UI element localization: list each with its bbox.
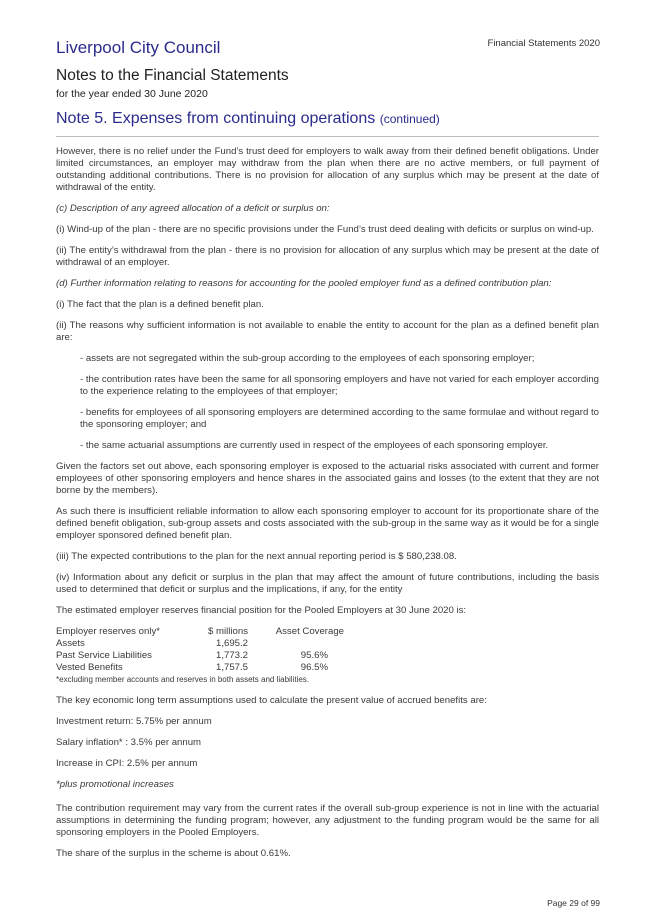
section-c-item-i: (i) Wind-up of the plan - there are no specific provisions under the Fund’s trust deed dealing with deficits or surplus on wind-up. xyxy=(56,224,594,235)
note-body xyxy=(56,146,599,869)
table-cell: 95.6% xyxy=(300,650,328,661)
document-subtitle: for the year ended 30 June 2020 xyxy=(56,88,208,100)
table-cell: Assets xyxy=(56,638,85,649)
paragraph-insufficient-info: As such there is insufficient reliable information to allow each sponsoring employer to account for its proportionate share of the defined benefit obligation, sub-group assets and costs associated with the sub-group in the same way as it would be for a single employer sponsored defined benefit plan. xyxy=(56,506,599,541)
document-label: Financial Statements 2020 xyxy=(487,38,600,49)
list-item: - assets are not segregated within the sub-group according to the employees of each sponsoring employer; xyxy=(80,353,535,364)
column-header: $ millions xyxy=(208,626,248,637)
paragraph-surplus-share: The share of the surplus in the scheme is about 0.61%. xyxy=(56,848,291,859)
paragraph-estimated-position: The estimated employer reserves financial position for the Pooled Employers at 30 June 2020 is: xyxy=(56,605,467,616)
assumption-line: Salary inflation* : 3.5% per annum xyxy=(56,737,202,748)
table-header-row xyxy=(56,626,599,638)
column-header: Asset Coverage xyxy=(275,626,344,637)
column-header: Employer reserves only* xyxy=(56,626,160,637)
table-cell: 1,695.2 xyxy=(215,638,248,649)
table-row xyxy=(56,650,599,662)
list-item: - benefits for employees of all sponsoring employers are determined according to the same formulae and without regard to the sponsoring employer; and xyxy=(80,407,599,430)
table-row xyxy=(56,662,599,674)
table-cell: 1,773.2 xyxy=(215,650,248,661)
section-d-item-ii: (ii) The reasons why sufficient information is not available to enable the entity to account for the plan as a defined benefit plan are: xyxy=(56,320,599,343)
assumption-line: Increase in CPI: 2.5% per annum xyxy=(56,758,198,769)
section-d-heading: (d) Further information relating to reasons for accounting for the pooled employer fund as a defined contribution plan: xyxy=(56,278,552,289)
header-divider xyxy=(56,136,599,137)
section-c-heading: (c) Description of any agreed allocation of a deficit or surplus on: xyxy=(56,203,330,214)
assumptions-intro: The key economic long term assumptions used to calculate the present value of accrued benefits are: xyxy=(56,695,487,706)
table-footnote: *excluding member accounts and reserves in both assets and liabilities. xyxy=(56,675,310,684)
list-item: - the same actuarial assumptions are currently used in respect of the employees of each sponsoring employer. xyxy=(80,440,549,451)
section-d-item-i: (i) The fact that the plan is a defined benefit plan. xyxy=(56,299,264,310)
table-cell: Vested Benefits xyxy=(56,662,123,673)
reserves-table xyxy=(56,626,599,674)
table-row xyxy=(56,638,599,650)
section-d-item-iv: (iv) Information about any deficit or surplus in the plan that may affect the amount of future contributions, including the basis used to determined that deficit or surplus and the implications, if any, for the entity xyxy=(56,572,599,595)
note-continued-label: (continued) xyxy=(379,112,440,126)
paragraph-contribution-requirement: The contribution requirement may vary from the current rates if the overall sub-group experience is not in line with the actuarial assumptions in determining the funding program; however, any adjustment to the funding program would be the same for all sponsoring employers in the Pooled Employers. xyxy=(56,803,599,838)
document-title: Notes to the Financial Statements xyxy=(56,67,289,84)
section-c-item-ii: (ii) The entity’s withdrawal from the plan - there is no provision for allocation of any surplus which may be present at the date of withdrawal of an employer. xyxy=(56,245,599,268)
note-title xyxy=(56,110,440,128)
assumption-line: Investment return: 5.75% per annum xyxy=(56,716,212,727)
table-cell xyxy=(248,638,328,650)
table-cell: Past Service Liabilities xyxy=(56,650,152,661)
table-cell: 96.5% xyxy=(300,662,328,673)
page-number: Page 29 of 99 xyxy=(547,898,600,908)
list-item: - the contribution rates have been the same for all sponsoring employers and have not varied for each employer according to the experience relating to the employees of that employer; xyxy=(80,374,599,397)
paragraph-relief: However, there is no relief under the Fund’s trust deed for employers to walk away from their defined benefit obligations. Under limited circumstances, an employer may withdraw from the plan when there are no active members, or full payment of outstanding additional contributions. There is no provision for allocation of any surplus which may be present at the date of withdrawal of the entity. xyxy=(56,146,599,193)
table-cell: 1,757.5 xyxy=(215,662,248,673)
note-title-text: Note 5. Expenses from continuing operations xyxy=(56,110,376,127)
assumptions-footnote: *plus promotional increases xyxy=(56,779,174,790)
section-d-item-iii: (iii) The expected contributions to the plan for the next annual reporting period is $ 580,238.08. xyxy=(56,551,457,562)
organisation-name: Liverpool City Council xyxy=(56,38,221,57)
paragraph-factors: Given the factors set out above, each sponsoring employer is exposed to the actuarial risks associated with current and former employees of other sponsoring employers and hence shares in the associated gains and losses (to the extent that they are not borne by the members). xyxy=(56,461,599,496)
